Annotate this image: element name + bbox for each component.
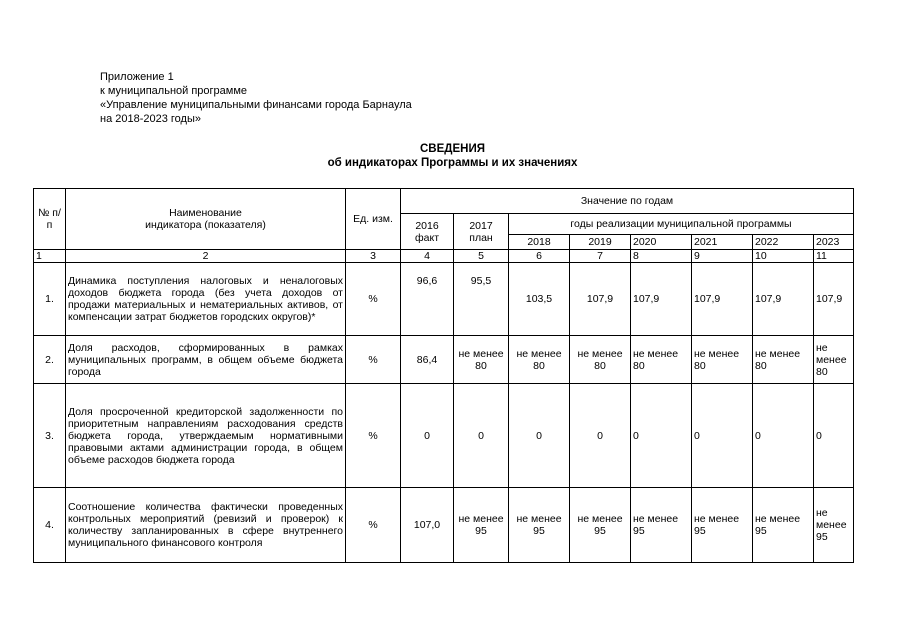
- header-2017-year: 2017: [469, 219, 493, 232]
- row-value: 107,9: [753, 263, 814, 336]
- row-value: не менее 80: [753, 336, 814, 384]
- col-number: 9: [692, 250, 753, 263]
- row-value: не менее 95: [509, 488, 570, 563]
- header-year-2018: 2018: [509, 235, 570, 250]
- col-number: 7: [570, 250, 631, 263]
- row-value: 0: [631, 384, 692, 488]
- appendix-line-3: «Управление муниципальными финансами города Барнаула: [100, 99, 412, 111]
- document-title: [0, 142, 905, 170]
- row-value: 0: [753, 384, 814, 488]
- header-year-2020: 2020: [631, 235, 692, 250]
- header-row-1: [34, 189, 854, 214]
- row-value: 107,9: [814, 263, 854, 336]
- row-name: Доля расходов, сформированных в рамках муниципальных программ, в общем объеме бюджета города: [66, 336, 346, 384]
- header-2016-year: 2016: [415, 219, 439, 232]
- row-value: не менее 95: [753, 488, 814, 563]
- header-2017: [454, 214, 509, 250]
- row-value-2017: не менее 95: [454, 488, 509, 563]
- header-year-2021: 2021: [692, 235, 753, 250]
- header-impl-years: годы реализации муниципальной программы: [509, 214, 854, 235]
- row-value: не менее 95: [570, 488, 631, 563]
- col-number: 3: [346, 250, 401, 263]
- appendix-line-2: к муниципальной программе: [100, 85, 248, 97]
- row-value: 103,5: [509, 263, 570, 336]
- row-value: 107,9: [631, 263, 692, 336]
- row-num: 2.: [34, 336, 66, 384]
- row-value-2016: 96,6: [401, 263, 454, 336]
- row-name: Динамика поступления налоговых и неналоговых доходов бюджета города (без учета доходов от продажи материальных и нематериальных активов, от компенсации затрат бюджетов городских округов)*: [66, 263, 346, 336]
- row-name: Доля просроченной кредиторской задолженности по приоритетным направлениям расходования средств бюджета города, утверждаемым нормативными правовыми актами администрации города, в общем объеме расходов бюджета города: [66, 384, 346, 488]
- row-value-2016: 86,4: [401, 336, 454, 384]
- row-num: 3.: [34, 384, 66, 488]
- header-year-2022: 2022: [753, 235, 814, 250]
- table-row: [34, 263, 854, 336]
- header-name: [66, 189, 346, 250]
- header-name-line-1: Наименование: [169, 207, 242, 219]
- header-values-by-year: Значение по годам: [401, 189, 854, 214]
- row-value: не менее 80: [692, 336, 753, 384]
- col-number: 6: [509, 250, 570, 263]
- appendix-header: [100, 70, 412, 126]
- row-value: 0: [570, 384, 631, 488]
- col-number: 5: [454, 250, 509, 263]
- header-2017-sub: план: [469, 231, 493, 244]
- row-name: Соотношение количества фактически проведенных контрольных мероприятий (ревизий и проверок) к количеству запланированных в сфере внутреннего муниципального финансового контроля: [66, 488, 346, 563]
- title-line-2: об индикаторах Программы и их значениях: [327, 157, 578, 169]
- header-2016-sub: факт: [415, 231, 439, 244]
- table-row: [34, 336, 854, 384]
- row-value: 0: [692, 384, 753, 488]
- row-value: не менее 95: [631, 488, 692, 563]
- row-unit: %: [346, 263, 401, 336]
- header-year-2023: 2023: [814, 235, 854, 250]
- row-unit: %: [346, 336, 401, 384]
- row-value: не менее 95: [692, 488, 753, 563]
- header-2016: [401, 214, 454, 250]
- appendix-line-1: Приложение 1: [100, 71, 174, 83]
- row-value: не менее 80: [814, 336, 854, 384]
- column-numbers-row: [34, 250, 854, 263]
- row-unit: %: [346, 488, 401, 563]
- header-num: № п/п: [34, 189, 66, 250]
- col-number: 1: [34, 250, 66, 263]
- row-value: 0: [814, 384, 854, 488]
- col-number: 8: [631, 250, 692, 263]
- indicators-table: [33, 188, 854, 563]
- title-line-1: СВЕДЕНИЯ: [420, 143, 485, 155]
- appendix-line-4: на 2018-2023 годы»: [100, 113, 201, 125]
- col-number: 4: [401, 250, 454, 263]
- row-value-2017: 0: [454, 384, 509, 488]
- col-number: 10: [753, 250, 814, 263]
- row-value: 107,9: [570, 263, 631, 336]
- row-unit: %: [346, 384, 401, 488]
- row-value-2017: 95,5: [454, 263, 509, 336]
- header-unit: Ед. изм.: [346, 189, 401, 250]
- col-number: 2: [66, 250, 346, 263]
- row-value: не менее 80: [570, 336, 631, 384]
- row-value-2016: 0: [401, 384, 454, 488]
- row-value: не менее 95: [814, 488, 854, 563]
- row-value-2016: 107,0: [401, 488, 454, 563]
- col-number: 11: [814, 250, 854, 263]
- row-value-2017: не менее 80: [454, 336, 509, 384]
- row-num: 1.: [34, 263, 66, 336]
- header-year-2019: 2019: [570, 235, 631, 250]
- row-value: 0: [509, 384, 570, 488]
- row-value: не менее 80: [631, 336, 692, 384]
- table-row: [34, 384, 854, 488]
- row-value: не менее 80: [509, 336, 570, 384]
- row-value: 107,9: [692, 263, 753, 336]
- row-num: 4.: [34, 488, 66, 563]
- table-row: [34, 488, 854, 563]
- header-name-line-2: индикатора (показателя): [145, 219, 266, 231]
